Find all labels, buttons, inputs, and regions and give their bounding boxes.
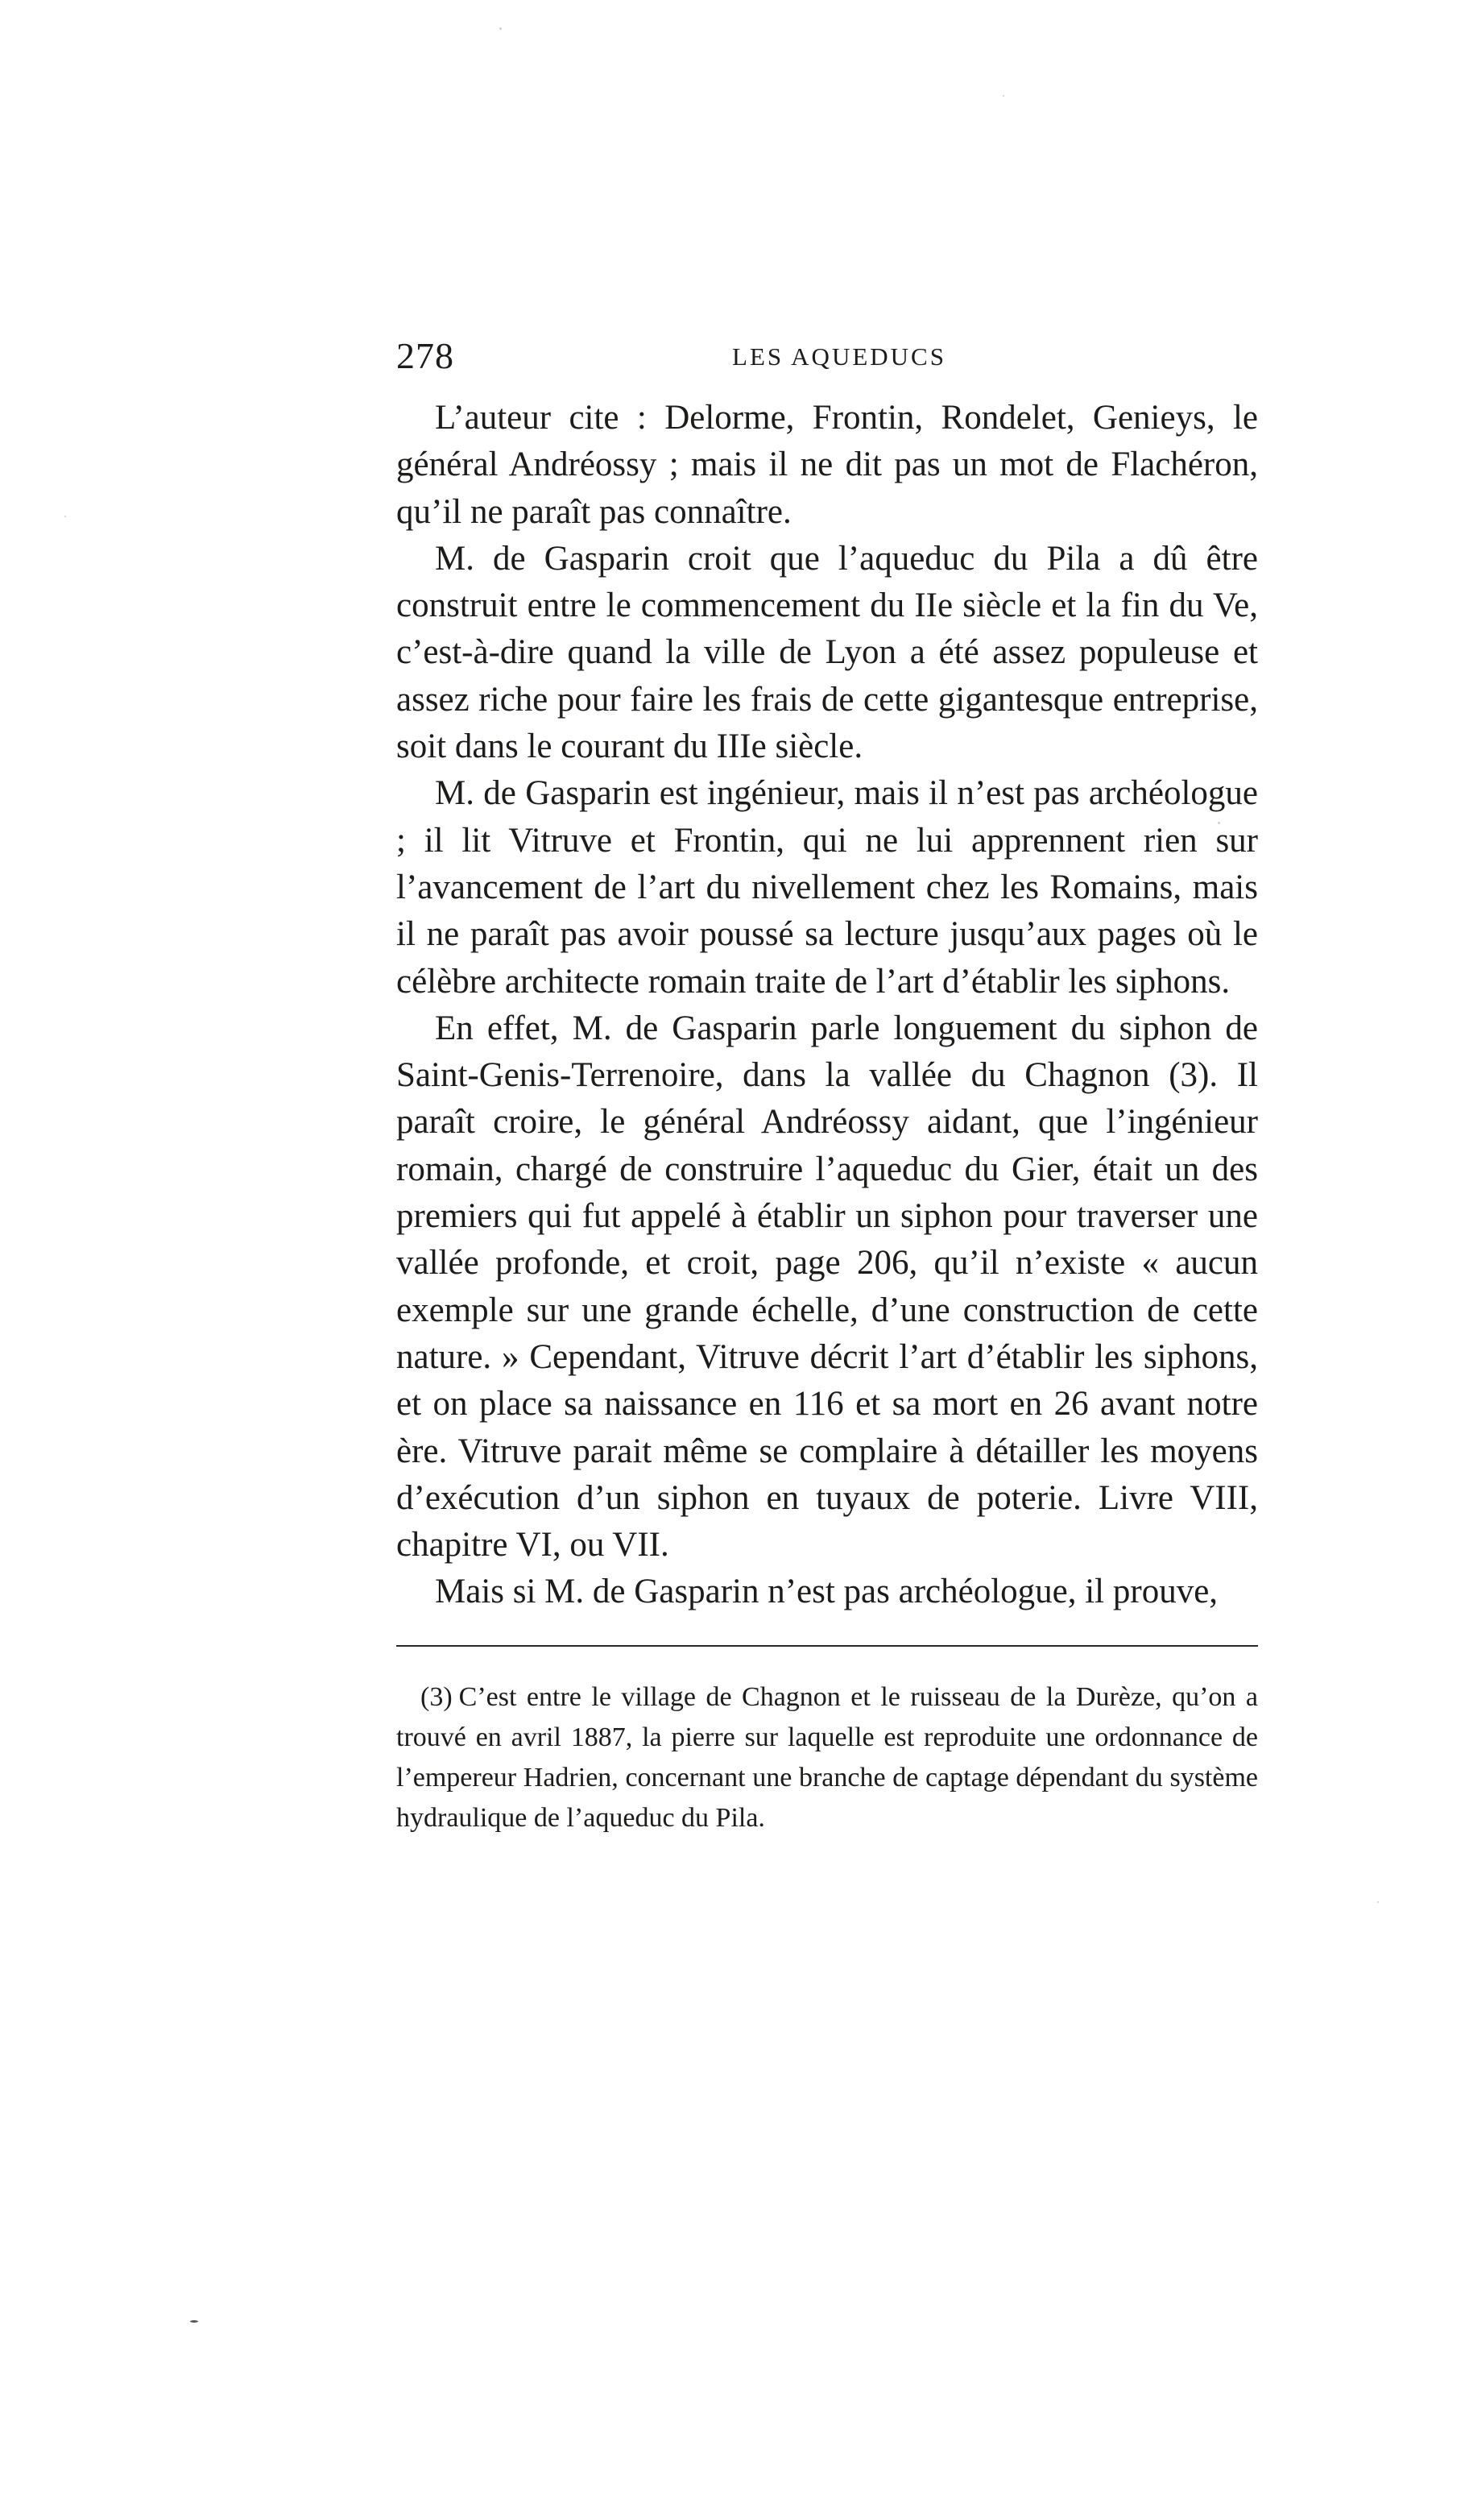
running-head [396, 332, 1258, 380]
page-number: 278 [396, 335, 454, 376]
paragraph: En effet, M. de Gasparin parle longuement du siphon de Saint-Genis-Terrenoire, dans la vallée du Chagnon (3). Il paraît croire, le général Andréossy aidant, que l’ingénieur romain, chargé de construire l’aqueduc du Gier, était un des premiers qui fut appelé à établir un siphon pour traverser une vallée profonde, et croit, page 206, qu’il n’existe « aucun exemple sur une grande échelle, d’une construction de cette nature. » Cependant, Vitruve décrit l’art d’établir les siphons, et on place sa naissance en 116 et sa mort en 26 avant notre ère. Vitruve parait même se complaire à détailler les moyens d’exécution d’un siphon en tuyaux de poterie. Livre VIII, chapitre VI, ou VII. [396, 1009, 1258, 1565]
paragraph: L’auteur cite : Delorme, Frontin, Rondelet, Genieys, le général Andréossy ; mais il ne dit pas un mot de Flachéron, qu’il ne paraît pas connaître. [396, 399, 1258, 531]
footnote [396, 1677, 1258, 1838]
running-title: LES AQUEDUCS [732, 342, 946, 371]
footnote-text: C’est entre le village de Chagnon et le ruisseau de la Durèze, qu’on a trouvé en avril 1887, la pierre sur laquelle est reproduite une ordonnance de l’empereur Hadrien, concernant une branche de captage dépendant du système hydraulique de l’aqueduc du Pila. [396, 1682, 1258, 1833]
main-text [396, 395, 1258, 1616]
paragraph: M. de Gasparin est ingénieur, mais il n’est pas archéologue ; il lit Vitruve et Frontin, qui ne lui apprennent rien sur l’avancement de l’art du nivellement chez les Romains, mais il ne paraît pas avoir poussé sa lecture jusqu’aux pages où le célèbre architecte romain traite de l’art d’établir les siphons. [396, 774, 1258, 1001]
paper-speck [64, 516, 66, 517]
paragraph: Mais si M. de Gasparin n’est pas archéologue, il prouve, [435, 1573, 1219, 1611]
footnote-rule [396, 1645, 1258, 1647]
paper-speck [1377, 1901, 1379, 1903]
paragraph: M. de Gasparin croit que l’aqueduc du Pila a dû être construit entre le commencement du IIe siècle et la fin du Ve, c’est-à-dire quand la ville de Lyon a été assez populeuse et assez riche pour faire les frais de cette gigantesque entreprise, soit dans le courant du IIIe siècle. [396, 539, 1258, 766]
paper-speck [499, 27, 502, 30]
footnote-marker: (3) [420, 1682, 453, 1712]
paper-speck [190, 2320, 198, 2323]
paper-speck [1003, 95, 1004, 97]
footnotes [396, 1677, 1258, 1838]
